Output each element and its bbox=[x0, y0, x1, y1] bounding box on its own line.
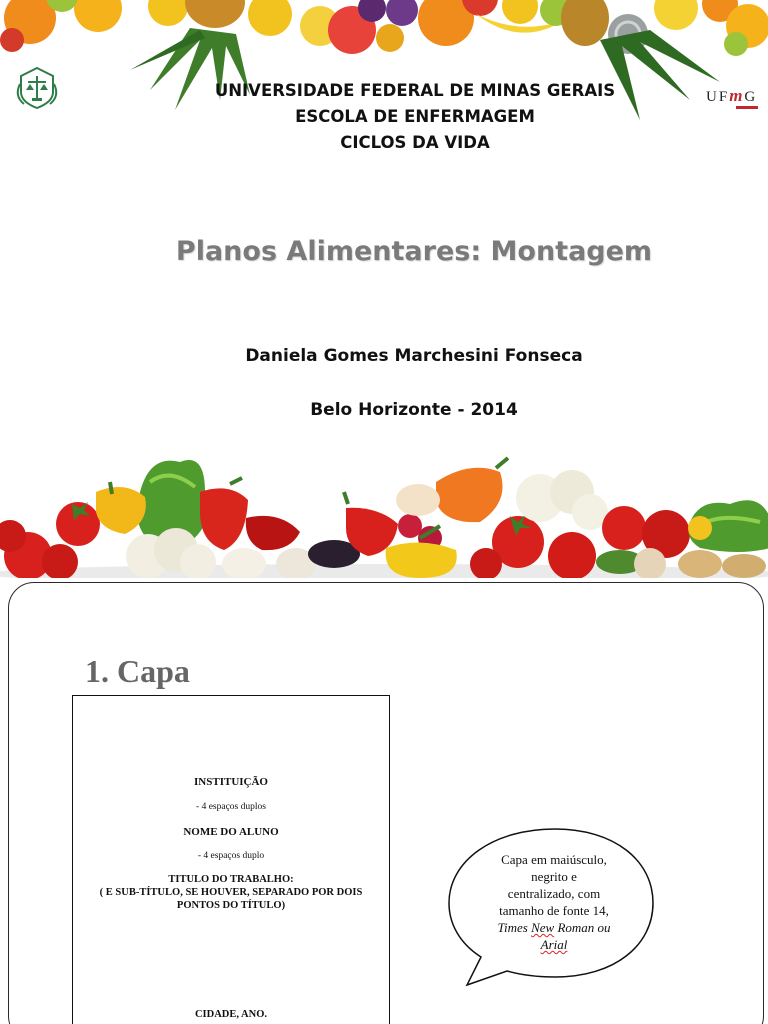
cover-title-line-3: PONTOS DO TÍTULO) bbox=[176, 900, 286, 911]
cover-spacing-note-1: - 4 espaços duplos bbox=[196, 802, 266, 812]
ufmg-logo: UFmG bbox=[706, 86, 768, 110]
place-and-year: Belo Horizonte - 2014 bbox=[310, 400, 518, 420]
cover-student-name: NOME DO ALUNO bbox=[183, 826, 279, 838]
university-name: UNIVERSIDADE FEDERAL DE MINAS GERAIS bbox=[214, 81, 616, 100]
course-name: CICLOS DA VIDA bbox=[340, 133, 490, 152]
cover-title-line-2: ( E SUB-TÍTULO, SE HOUVER, SEPARADO POR DOIS bbox=[99, 887, 363, 898]
cover-institution: INSTITUIÇÃO bbox=[194, 776, 268, 788]
presentation-title: Planos Alimentares: Montagem bbox=[175, 236, 653, 267]
school-name: ESCOLA DE ENFERMAGEM bbox=[295, 107, 535, 126]
section-heading: 1. Capa bbox=[85, 653, 190, 689]
cover-city-year: CIDADE, ANO. bbox=[194, 1009, 268, 1020]
institution-header bbox=[180, 78, 650, 156]
cover-spacing-note-2: - 4 espaços duplo bbox=[197, 851, 265, 861]
cover-page-template bbox=[72, 695, 390, 1024]
cover-title-line-1: TITULO DO TRABALHO: bbox=[168, 874, 294, 885]
callout-text: Capa em maiúsculo, negrito e centralizado, com tamanho de fonte 14, Times New Roman ou Arial bbox=[497, 852, 611, 952]
cover-guidelines-slide bbox=[8, 582, 764, 1024]
vegetable-banner-image bbox=[0, 452, 768, 578]
author-name: Daniela Gomes Marchesini Fonseca bbox=[245, 346, 583, 366]
school-crest-logo bbox=[12, 62, 62, 112]
